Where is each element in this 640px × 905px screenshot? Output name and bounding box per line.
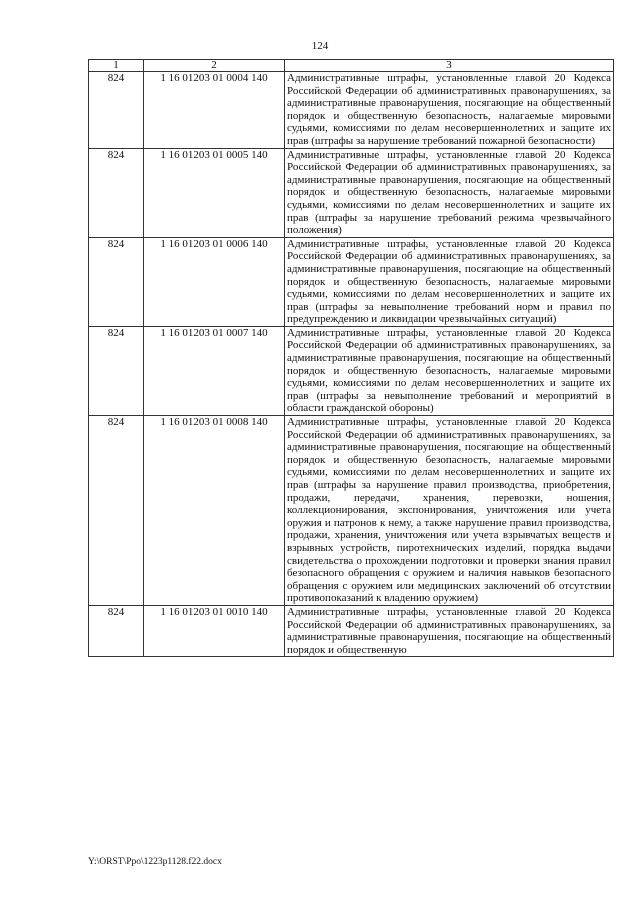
admin-code-cell: 824	[89, 237, 144, 326]
classification-code-cell: 1 16 01203 01 0010 140	[144, 605, 285, 656]
column-header: 1	[89, 60, 144, 72]
column-header: 3	[285, 60, 614, 72]
classification-code-cell: 1 16 01203 01 0005 140	[144, 148, 285, 237]
column-header: 2	[144, 60, 285, 72]
admin-code-cell: 824	[89, 148, 144, 237]
description-cell: Административные штрафы, установленные главой 20 Кодекса Российской Федерации об административных правонарушениях, за административные правонарушения, посягающие на общественный порядок и общественную безопасность, налагаемые мировыми судьями, комиссиями по делам несовершеннолетних и защите их прав (штрафы за невыполнение требований и мероприятий в области гражданской обороны)	[285, 326, 614, 415]
description-cell: Административные штрафы, установленные главой 20 Кодекса Российской Федерации об административных правонарушениях, за административные правонарушения, посягающие на общественный порядок и общественную	[285, 605, 614, 656]
table-row	[89, 148, 614, 237]
table-row	[89, 605, 614, 656]
page-number: 124	[311, 40, 329, 52]
description-cell: Административные штрафы, установленные главой 20 Кодекса Российской Федерации об административных правонарушениях, за административные правонарушения, посягающие на общественный порядок и общественную безопасность, налагаемые мировыми судьями, комиссиями по делам несовершеннолетних и защите их прав (штрафы за невыполнение требований норм и правил по предупреждению и ликвидации чрезвычайных ситуаций)	[285, 237, 614, 326]
description-cell: Административные штрафы, установленные главой 20 Кодекса Российской Федерации об административных правонарушениях, за административные правонарушения, посягающие на общественный порядок и общественную безопасность, налагаемые мировыми судьями, комиссиями по делам несовершеннолетних и защите их прав (штрафы за нарушение правил производства, приобретения, продажи, передачи, хранения, перевозки, ношения, коллекционирования, экспонирования, уничтожения или учета оружия и патронов к нему, а также нарушение правил производства, продажи, хранения, уничтожения или учета взрывчатых веществ и взрывных устройств, пиротехнических изделий, порядка выдачи свидетельства о прохождении подготовки и проверки знания правил безопасного обращения с оружием и наличия навыков безопасного обращения с оружием или медицинских заключений об отсутствии противопоказаний к владению оружием)	[285, 416, 614, 606]
classification-code-cell: 1 16 01203 01 0007 140	[144, 326, 285, 415]
table-row	[89, 416, 614, 606]
admin-code-cell: 824	[89, 72, 144, 149]
description-cell: Административные штрафы, установленные главой 20 Кодекса Российской Федерации об административных правонарушениях, за административные правонарушения, посягающие на общественный порядок и общественную безопасность, налагаемые мировыми судьями, комиссиями по делам несовершеннолетних и защите их прав (штрафы за нарушение требований режима чрезвычайного положения)	[285, 148, 614, 237]
table-row	[89, 72, 614, 149]
description-cell: Административные штрафы, установленные главой 20 Кодекса Российской Федерации об административных правонарушениях, за административные правонарушения, посягающие на общественный порядок и общественную безопасность, налагаемые мировыми судьями, комиссиями по делам несовершеннолетних и защите их прав (штрафы за нарушение требований пожарной безопасности)	[285, 72, 614, 149]
classification-code-cell: 1 16 01203 01 0006 140	[144, 237, 285, 326]
budget-classification-table	[88, 59, 614, 657]
table-row	[89, 237, 614, 326]
table-header-row	[89, 60, 614, 72]
document-file-path: Y:\ORST\Ppo\1223p1128.f22.docx	[88, 857, 222, 867]
classification-code-cell: 1 16 01203 01 0004 140	[144, 72, 285, 149]
table-row	[89, 326, 614, 415]
classification-code-cell: 1 16 01203 01 0008 140	[144, 416, 285, 606]
admin-code-cell: 824	[89, 605, 144, 656]
admin-code-cell: 824	[89, 326, 144, 415]
admin-code-cell: 824	[89, 416, 144, 606]
